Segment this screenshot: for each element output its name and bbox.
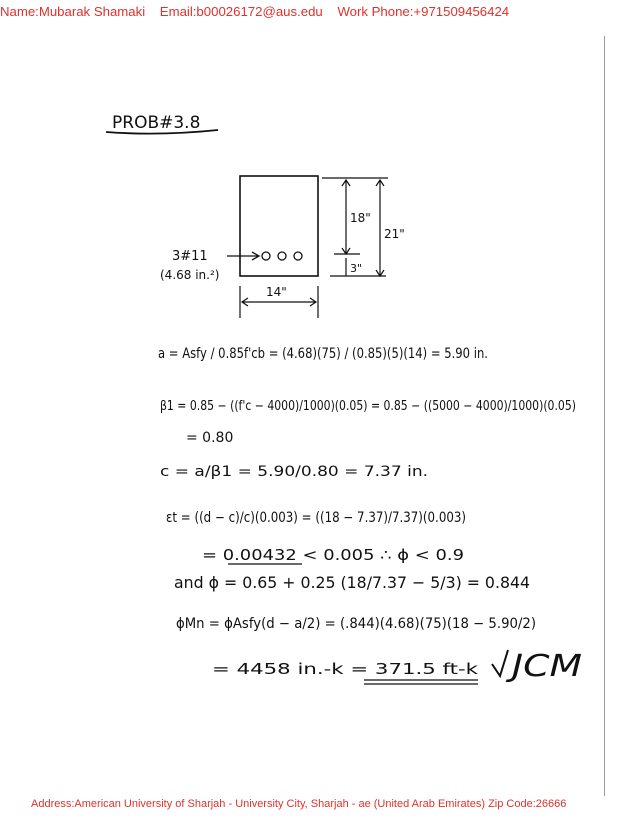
problem-title: PROB#3.8	[112, 113, 201, 133]
calc-line-moment: ϕMn = ϕAsfy(d − a/2) = (.844)(4.68)(75)(18 − 5.90/2)	[176, 616, 536, 632]
beam-outline	[240, 176, 318, 276]
rebar-arrow	[227, 252, 259, 260]
rebar-2	[278, 252, 286, 260]
rebar-label: 3#11	[172, 249, 208, 264]
answer-double-underline	[364, 680, 478, 684]
beam-section-diagram	[160, 176, 405, 318]
grader-initials: JCM	[505, 649, 583, 684]
cover-label: 3"	[350, 262, 363, 275]
rebar-3	[294, 252, 302, 260]
rebar-area-label: (4.68 in.²)	[160, 268, 220, 282]
calc-line-phi: and ϕ = 0.65 + 0.25 (18/7.37 − 5/3) = 0.844	[174, 573, 530, 592]
address-footer: Address:American University of Sharjah - University City, Sharjah - ae (United Arab Emirates) Zip Code:26666	[31, 798, 567, 810]
total-depth-label: 21"	[384, 227, 405, 241]
contact-email: Email:b00026172@aus.edu	[159, 4, 323, 19]
checkmark-icon	[492, 650, 508, 676]
contact-phone: Work Phone:+971509456424	[337, 4, 510, 19]
calc-line-neutral-axis: c = a/β1 = 5.90/0.80 = 7.37 in.	[160, 464, 428, 480]
calculation-lines	[158, 346, 576, 684]
effective-depth-label: 18"	[350, 211, 371, 225]
calc-line-beta1-result: = 0.80	[186, 430, 234, 446]
calc-line-moment-result: = 4458 in.-k = 371.5 ft-k	[212, 660, 479, 678]
calc-line-strain-result: = 0.00432 < 0.005 ∴ ϕ < 0.9	[202, 546, 464, 564]
calc-line-strain: εt = ((d − c)/c)(0.003) = ((18 − 7.37)/7.37)(0.003)	[166, 510, 466, 526]
rebar-1	[262, 252, 270, 260]
calc-line-beta1: β1 = 0.85 − ((f'c − 4000)/1000)(0.05) = 0.85 − ((5000 − 4000)/1000)(0.05)	[160, 399, 576, 414]
contact-name: Name:Mubarak Shamaki	[0, 4, 146, 19]
calc-line-depth-a: a = Asfy / 0.85f'cb = (4.68)(75) / (0.85)(5)(14) = 5.90 in.	[158, 346, 488, 362]
width-label: 14"	[266, 285, 287, 299]
